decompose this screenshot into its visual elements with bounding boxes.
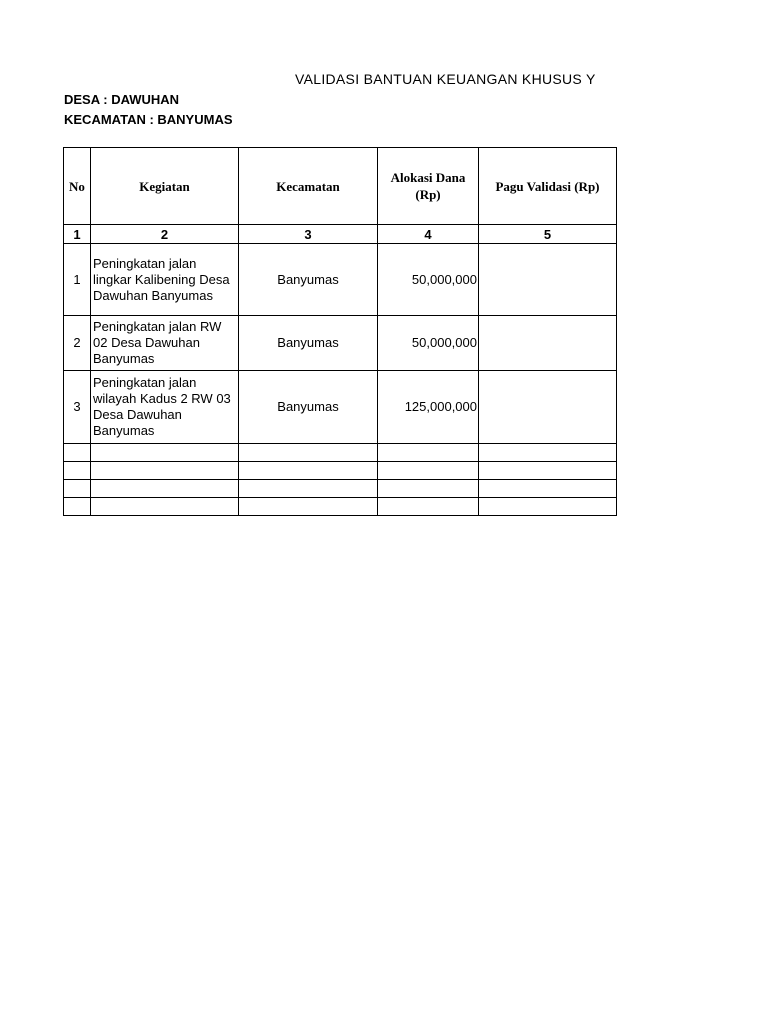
- empty-cell: [91, 498, 239, 516]
- row-no: 2: [64, 316, 91, 371]
- column-number: 1: [64, 225, 91, 244]
- header-kegiatan: Kegiatan: [91, 148, 239, 225]
- empty-cell: [64, 444, 91, 462]
- empty-row: [64, 498, 617, 516]
- row-kecamatan: Banyumas: [239, 371, 378, 444]
- table-row: [64, 316, 617, 371]
- empty-cell: [91, 480, 239, 498]
- header-alokasi: Alokasi Dana (Rp): [378, 148, 479, 225]
- desa-label: DESA : DAWUHAN: [64, 92, 180, 107]
- column-number: 2: [91, 225, 239, 244]
- row-pagu: [479, 371, 617, 444]
- row-no: 3: [64, 371, 91, 444]
- row-alokasi: 50,000,000: [378, 244, 479, 316]
- row-no: 1: [64, 244, 91, 316]
- empty-cell: [239, 480, 378, 498]
- header-pagu: Pagu Validasi (Rp): [479, 148, 617, 225]
- empty-cell: [64, 498, 91, 516]
- row-kegiatan: Peningkatan jalan RW 02 Desa Dawuhan Banyumas: [91, 316, 239, 371]
- empty-cell: [378, 498, 479, 516]
- row-pagu: [479, 316, 617, 371]
- table-row: [64, 244, 617, 316]
- empty-cell: [479, 462, 617, 480]
- empty-cell: [378, 480, 479, 498]
- column-number: 4: [378, 225, 479, 244]
- empty-cell: [91, 462, 239, 480]
- row-alokasi: 125,000,000: [378, 371, 479, 444]
- empty-cell: [91, 444, 239, 462]
- column-number: 3: [239, 225, 378, 244]
- empty-cell: [64, 462, 91, 480]
- document-title: VALIDASI BANTUAN KEUANGAN KHUSUS Y: [295, 71, 596, 87]
- empty-cell: [378, 444, 479, 462]
- row-kecamatan: Banyumas: [239, 244, 378, 316]
- empty-cell: [479, 480, 617, 498]
- column-number-row: [64, 225, 617, 244]
- empty-cell: [378, 462, 479, 480]
- column-number: 5: [479, 225, 617, 244]
- empty-cell: [479, 498, 617, 516]
- empty-row: [64, 480, 617, 498]
- empty-cell: [239, 498, 378, 516]
- empty-cell: [239, 444, 378, 462]
- header-no: No: [64, 148, 91, 225]
- empty-cell: [479, 444, 617, 462]
- row-kegiatan: Peningkatan jalan wilayah Kadus 2 RW 03 Desa Dawuhan Banyumas: [91, 371, 239, 444]
- row-kegiatan: Peningkatan jalan lingkar Kalibening Desa Dawuhan Banyumas: [91, 244, 239, 316]
- kecamatan-label: KECAMATAN : BANYUMAS: [64, 112, 233, 127]
- header-row: [64, 148, 617, 225]
- empty-cell: [64, 480, 91, 498]
- validation-table: [63, 147, 617, 516]
- row-kecamatan: Banyumas: [239, 316, 378, 371]
- table-row: [64, 371, 617, 444]
- header-kecamatan: Kecamatan: [239, 148, 378, 225]
- empty-row: [64, 462, 617, 480]
- row-alokasi: 50,000,000: [378, 316, 479, 371]
- row-pagu: [479, 244, 617, 316]
- empty-row: [64, 444, 617, 462]
- empty-cell: [239, 462, 378, 480]
